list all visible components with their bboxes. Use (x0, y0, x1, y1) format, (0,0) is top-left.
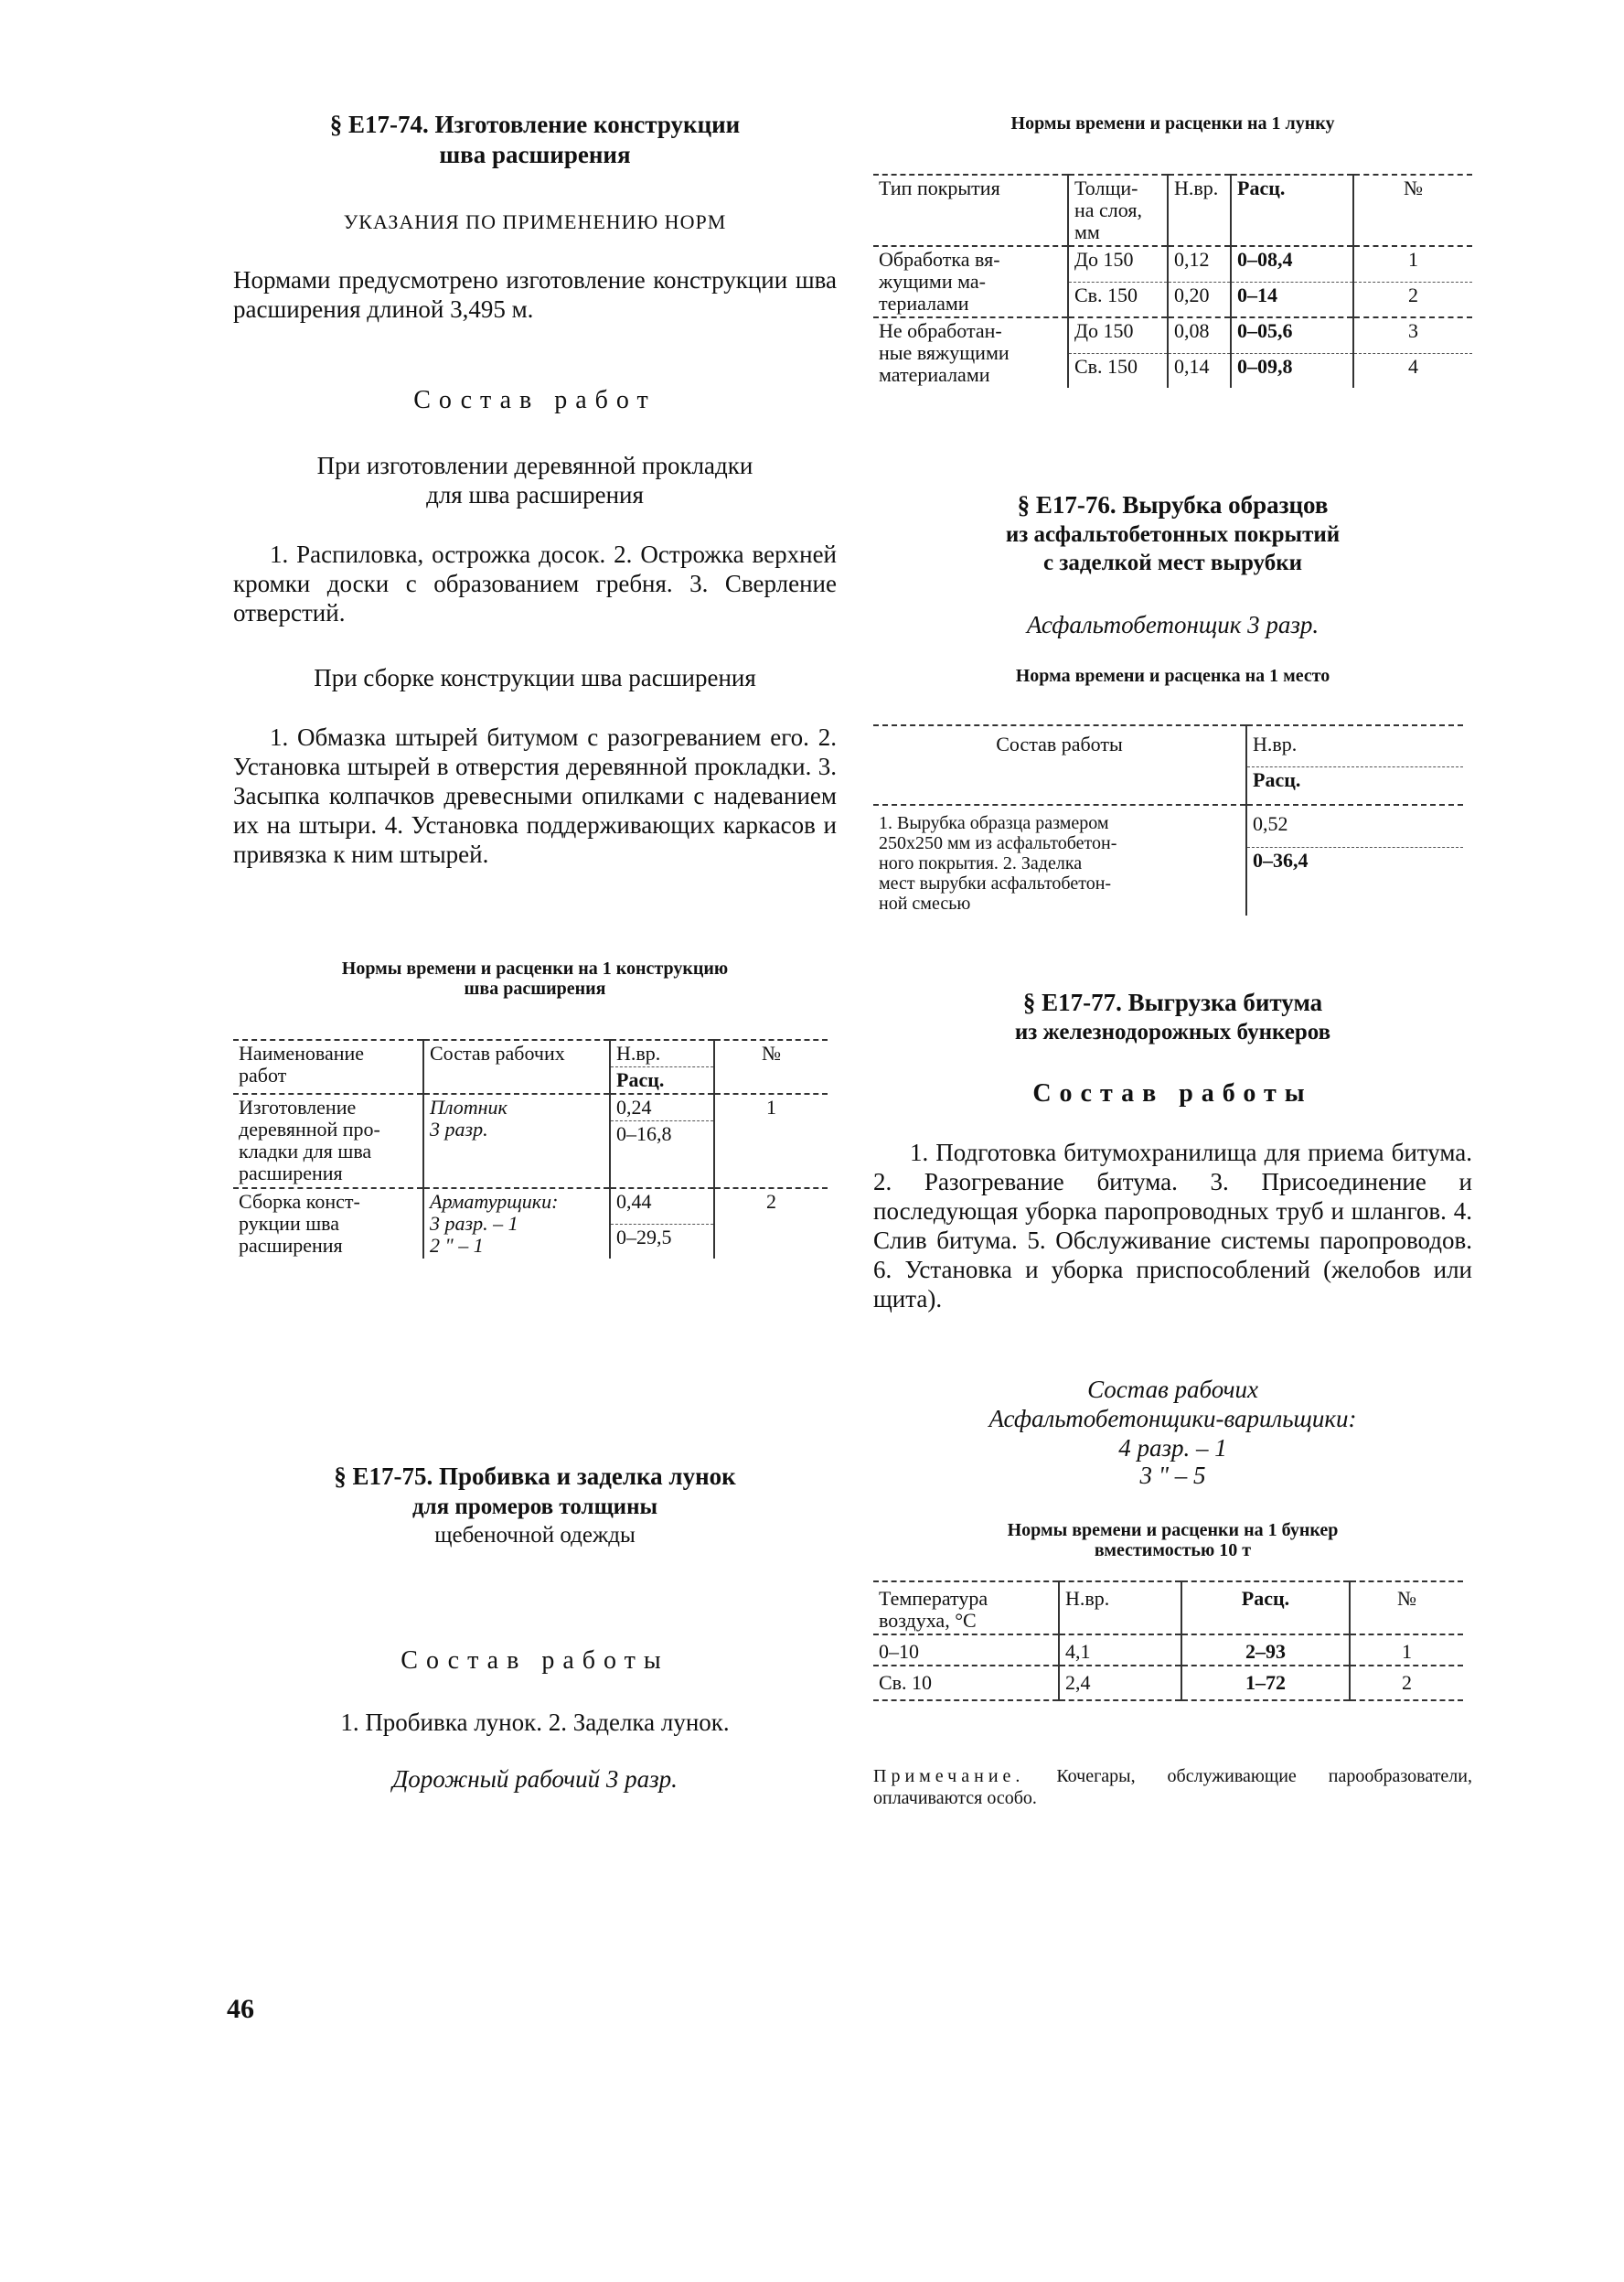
s75-row3-thickness: До 150 (1068, 317, 1168, 353)
s74-subtitle: УКАЗАНИЯ ПО ПРИМЕНЕНИЮ НОРМ (343, 210, 727, 233)
s75-group2-line1: Не обработан- (879, 319, 1002, 342)
s74-row2-workers-line3: 2 " – 1 (430, 1234, 484, 1257)
s75-header-type: Тип покрытия (879, 177, 1000, 199)
s75-worker: Дорожный рабочий 3 разр. (392, 1765, 678, 1793)
page-number: 46 (227, 1994, 254, 2024)
s75-group2 (873, 317, 1068, 388)
s77-row2-nvr: 2,4 (1059, 1666, 1181, 1700)
s77-row1-rasc: 2–93 (1181, 1634, 1350, 1666)
s76-row-composition-line2: 250х250 мм из асфальтобетон- (879, 833, 1117, 853)
s76-row-composition-line4: мест вырубки асфальтобетон- (879, 873, 1112, 894)
s74-header-no: № (714, 1040, 828, 1094)
s76-header-nvr: Н.вр. (1246, 725, 1463, 767)
s75-group1 (873, 246, 1068, 317)
s74-title-line1: § Е17-74. Изготовление конструкции (329, 111, 741, 138)
s74-row2-name-line1: Сборка конст- (239, 1190, 360, 1213)
s75-row2-rasc: 0–14 (1231, 282, 1353, 317)
s75-row3-rasc: 0–05,6 (1231, 317, 1353, 353)
s75-row4-nvr: 0,14 (1168, 353, 1231, 388)
s76-header-composition: Состав работы (996, 733, 1123, 755)
s77-row1-temperature: 0–10 (879, 1640, 919, 1663)
s75-group1-line1: Обработка вя- (879, 248, 1000, 271)
s74-row1-workers (423, 1094, 610, 1188)
s75-header-thickness-line3: мм (1074, 220, 1100, 243)
s74-row2-nvr: 0,44 (610, 1188, 714, 1224)
s75-title-line1: § Е17-75. Пробивка и заделка лунок (334, 1462, 736, 1490)
s77-work-list: 1. Подготовка битумохранилища для приема битума. 2. Разогревание битума. 3. Присоединение и последующая уборка паропроводных труб и шлангов. 4. Слив битума. 5. Обслуживание системы паропроводов. 6. Установка и уборка приспособлений (желобов или щита). (873, 1139, 1472, 1312)
s76-title-line2: из асфальтобетонных покрытий (1005, 522, 1341, 547)
s76-row-composition-line5: ной смесью (879, 894, 971, 914)
s76-title-line1: § Е17-76. Вырубка образцов (1017, 491, 1329, 519)
s74-header-workers: Состав рабочих (423, 1040, 610, 1094)
s75-norms-table (873, 174, 1472, 388)
s77-header-temperature (873, 1581, 1059, 1634)
s74-intro: Нормами предусмотрено изготовление конструкции шва расширения длиной 3,495 м. (233, 266, 837, 323)
s76-norms-table (873, 724, 1463, 916)
s75-row1-nvr: 0,12 (1168, 246, 1231, 282)
s77-header-temperature-line1: Температура (879, 1587, 988, 1610)
s74-sub2: При сборке конструкции шва расширения (314, 664, 756, 691)
s77-header-rasc: Расц. (1181, 1581, 1350, 1634)
s76-row-composition-line1: 1. Вырубка образца размером (879, 813, 1109, 833)
s77-title-line2: из железнодорожных бункеров (1014, 1020, 1331, 1045)
s76-worker: Асфальтобетонщик 3 разр. (1026, 611, 1320, 638)
s75-row1-thickness: До 150 (1068, 246, 1168, 282)
s76-title-line3: с заделкой мест вырубки (1042, 551, 1303, 575)
s77-crew-line3: 4 разр. – 1 (1118, 1434, 1227, 1462)
s75-row2-nvr: 0,20 (1168, 282, 1231, 317)
s74-row1-workers-line2: 3 разр. (430, 1118, 488, 1141)
s74-row2-rasc: 0–29,5 (610, 1224, 714, 1259)
s77-row1-no: 1 (1350, 1634, 1463, 1666)
s77-norms-table (873, 1580, 1463, 1701)
s75-table-caption: Нормы времени и расценки на 1 лунку (1010, 113, 1335, 134)
s75-header-thickness-line1: Толщи- (1074, 177, 1138, 199)
s74-row2-name-line2: рукции шва (239, 1212, 340, 1235)
s74-list1: 1. Распиловка, острожка досок. 2. Острожка верхней кромки доски с образованием гребня. 3. Сверление отверстий. (233, 541, 837, 627)
s74-row2-workers (423, 1188, 610, 1259)
s74-header-name-line1: Наименование (239, 1042, 365, 1065)
s77-row1-nvr: 4,1 (1059, 1634, 1181, 1666)
s75-title-line2: для промеров толщины (411, 1495, 658, 1519)
s75-group2-line3: материалами (879, 363, 990, 386)
s75-header-nvr: Н.вр. (1168, 175, 1231, 246)
s76-row-nvr: 0,52 (1246, 805, 1463, 848)
s75-title-line3: щебеночной одежды (434, 1523, 636, 1548)
s75-row1-no: 1 (1353, 246, 1472, 282)
s77-crew-line1: Состав рабочих (1087, 1376, 1258, 1403)
s77-table-caption-line1: Нормы времени и расценки на 1 бункер (1007, 1520, 1339, 1540)
s75-row4-rasc: 0–09,8 (1231, 353, 1353, 388)
s75-group1-line3: териалами (879, 292, 969, 315)
s77-row2-no: 2 (1350, 1666, 1463, 1700)
s74-row1-name-line1: Изготовление (239, 1096, 357, 1119)
s74-row1-nvr: 0,24 (610, 1094, 714, 1121)
s75-row4-no: 4 (1353, 353, 1472, 388)
s74-row1-rasc: 0–16,8 (610, 1121, 714, 1189)
s74-sub1-line2: для шва расширения (426, 481, 644, 509)
s74-table-caption-line1: Нормы времени и расценки на 1 конструкцию (341, 959, 729, 979)
s75-composition-heading: Состав работы (401, 1646, 669, 1675)
s75-row2-no: 2 (1353, 282, 1472, 317)
s77-row2-temperature: Св. 10 (879, 1671, 933, 1694)
s74-row2-workers-line2: 3 разр. – 1 (430, 1212, 518, 1235)
s75-header-rasc: Расц. (1231, 175, 1353, 246)
s75-group2-line2: ные вяжущими (879, 341, 1010, 364)
s75-group1-line2: жущими ма- (879, 270, 986, 293)
s74-row1-name (233, 1094, 423, 1188)
s75-row4-thickness: Св. 150 (1068, 353, 1168, 388)
s74-title-line2: шва расширения (439, 141, 631, 168)
s77-composition-heading: Состав работы (1032, 1079, 1313, 1108)
s74-header-name (233, 1040, 423, 1094)
s74-row1-name-line2: деревянной про- (239, 1118, 380, 1141)
s77-row2-rasc: 1–72 (1181, 1666, 1350, 1700)
s75-header-thickness-line2: на слоя, (1074, 198, 1142, 221)
s74-list2: 1. Обмазка штырей битумом с разогреванием его. 2. Установка штырей в отверстия деревянной прокладки. 3. Засыпка колпачков древесными опилками с надеванием их на штыри. 4. Установка поддерживающих каркасов и привязка к ним штырей. (233, 723, 837, 868)
s76-table-caption: Норма времени и расценка на 1 место (1015, 666, 1330, 686)
s75-row1-rasc: 0–08,4 (1231, 246, 1353, 282)
s74-header-rasc: Расц. (610, 1067, 714, 1095)
s74-row2-name (233, 1188, 423, 1259)
s74-row2-no: 2 (714, 1188, 828, 1259)
s74-row1-workers-line1: Плотник (430, 1096, 508, 1119)
s76-row-composition-line3: ного покрытия. 2. Заделка (879, 853, 1083, 873)
s75-header-no: № (1353, 175, 1472, 246)
s74-row1-no: 1 (714, 1094, 828, 1188)
s77-table-caption-line2: вместимостью 10 т (1094, 1540, 1252, 1560)
s77-title-line1: § Е17-77. Выгрузка битума (1022, 989, 1323, 1016)
s74-composition-heading: Состав работ (413, 386, 657, 414)
s74-table-caption-line2: шва расширения (464, 979, 606, 999)
s77-header-temperature-line2: воздуха, °С (879, 1609, 977, 1632)
s77-header-nvr: Н.вр. (1059, 1581, 1181, 1634)
s77-crew-line2: Асфальтобетонщики-варильщики: (988, 1405, 1357, 1432)
s77-note-label: Примечание. (873, 1766, 1025, 1786)
s74-header-name-line2: работ (239, 1064, 287, 1087)
s77-note-text: Кочегары, обслуживающие парообразователи, оплачиваются особо. (873, 1766, 1472, 1808)
s75-row3-no: 3 (1353, 317, 1472, 353)
s74-sub1-line1: При изготовлении деревянной прокладки (316, 452, 753, 479)
s76-row-composition (873, 805, 1246, 916)
s75-row3-nvr: 0,08 (1168, 317, 1231, 353)
s74-row1-name-line4: расширения (239, 1162, 343, 1184)
s76-row-rasc: 0–36,4 (1246, 848, 1463, 916)
s75-row2-thickness: Св. 150 (1068, 282, 1168, 317)
s74-row2-workers-line1: Арматурщики: (430, 1190, 559, 1213)
s75-work-list: 1. Пробивка лунок. 2. Заделка лунок. (340, 1709, 730, 1736)
s74-row2-name-line3: расширения (239, 1234, 343, 1257)
s76-header-rasc: Расц. (1246, 767, 1463, 806)
s77-header-no: № (1350, 1581, 1463, 1634)
s77-note (873, 1765, 1472, 1809)
s75-header-thickness (1068, 175, 1168, 246)
s74-row1-name-line3: кладки для шва (239, 1140, 372, 1162)
s77-crew-line4: 3 " – 5 (1139, 1462, 1206, 1489)
s74-header-nvr: Н.вр. (610, 1040, 714, 1067)
s74-norms-table (233, 1039, 828, 1259)
